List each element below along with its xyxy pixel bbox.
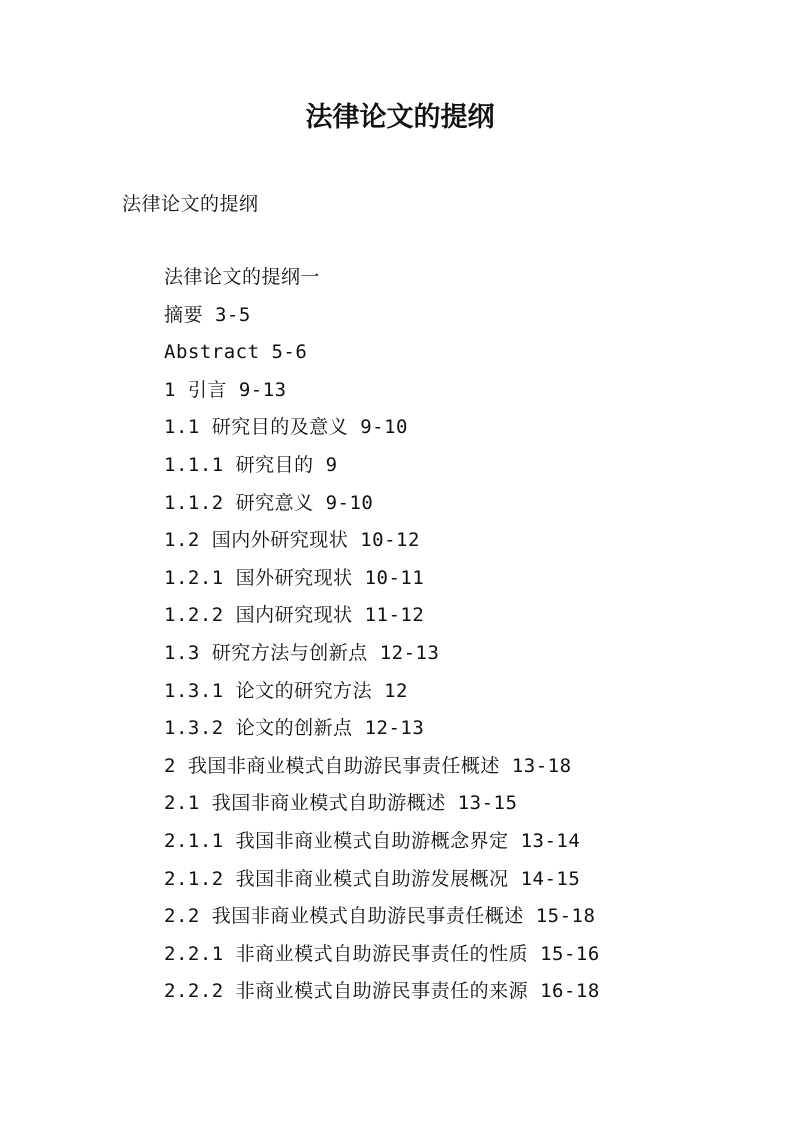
toc-item: 1.2.1 国外研究现状 10-11 xyxy=(164,566,425,589)
toc-item: 1 引言 9-13 xyxy=(164,378,287,401)
toc-item: Abstract 5-6 xyxy=(164,341,308,364)
toc-item: 2.1.1 我国非商业模式自助游概念界定 13-14 xyxy=(164,829,581,852)
toc-item: 1.3 研究方法与创新点 12-13 xyxy=(164,641,440,664)
toc-item: 1.3.1 论文的研究方法 12 xyxy=(164,679,408,702)
toc-item: 1.1.1 研究目的 9 xyxy=(164,453,338,476)
toc-item: 1.1 研究目的及意义 9-10 xyxy=(164,416,408,439)
toc-item: 1.1.2 研究意义 9-10 xyxy=(164,491,374,514)
toc-item: 1.3.2 论文的创新点 12-13 xyxy=(164,717,425,740)
table-of-contents xyxy=(164,259,600,1011)
section-heading: 法律论文的提纲 xyxy=(122,193,259,215)
toc-item: 2.2.1 非商业模式自助游民事责任的性质 15-16 xyxy=(164,942,600,965)
toc-item: 摘要 3-5 xyxy=(164,303,251,326)
toc-item: 2.2 我国非商业模式自助游民事责任概述 15-18 xyxy=(164,905,596,928)
toc-item: 2.1.2 我国非商业模式自助游发展概况 14-15 xyxy=(164,867,581,890)
toc-item: 2.1 我国非商业模式自助游概述 13-15 xyxy=(164,792,518,815)
toc-item: 2.2.2 非商业模式自助游民事责任的来源 16-18 xyxy=(164,980,600,1003)
toc-item: 1.2 国内外研究现状 10-12 xyxy=(164,529,420,552)
toc-item: 1.2.2 国内研究现状 11-12 xyxy=(164,604,425,627)
toc-item: 法律论文的提纲一 xyxy=(164,266,321,288)
document-title: 法律论文的提纲 xyxy=(305,102,495,133)
toc-item: 2 我国非商业模式自助游民事责任概述 13-18 xyxy=(164,754,572,777)
